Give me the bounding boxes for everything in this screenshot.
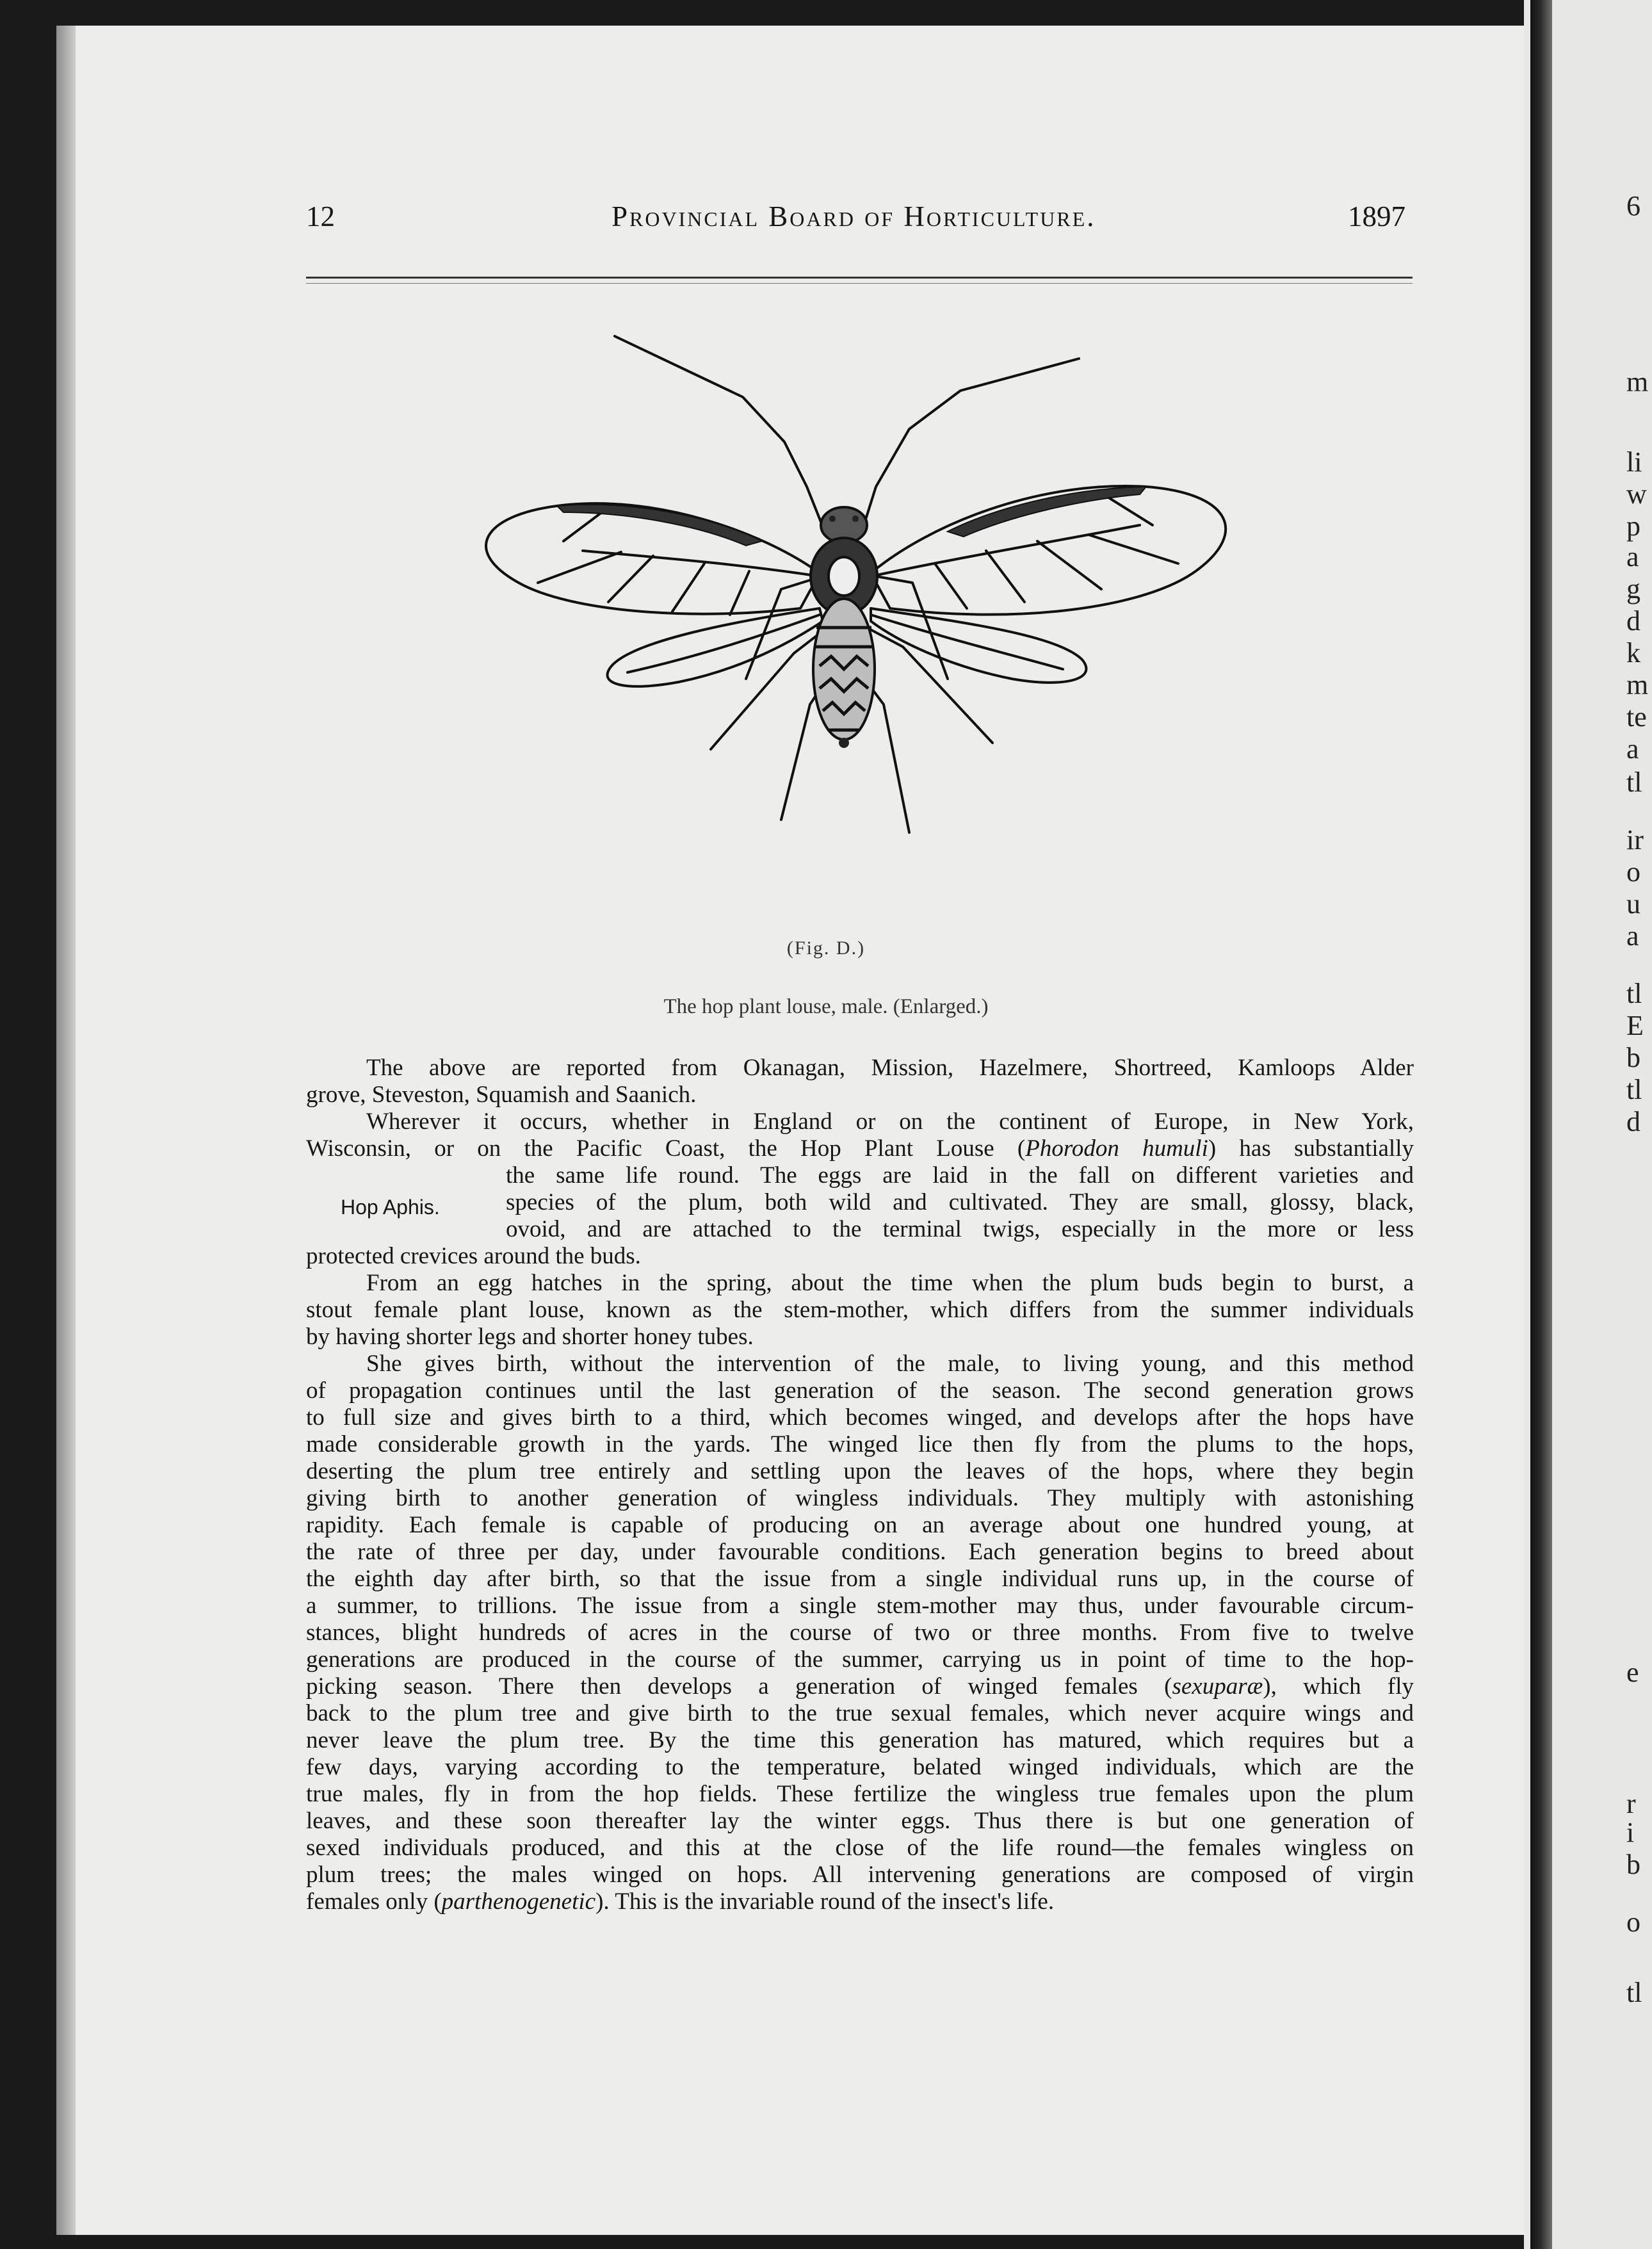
facing-page-letter: b (1626, 1849, 1640, 1880)
facing-page-letter: e (1626, 1657, 1639, 1688)
body-line: deserting the plum tree entirely and settling upon the leaves of the hops, where they begin (306, 1458, 1414, 1484)
facing-page-letter: r (1626, 1788, 1636, 1819)
facing-page-letter: o (1626, 856, 1640, 888)
body-line: the eighth day after birth, so that the issue from a single individual runs up, in the course of (306, 1566, 1414, 1592)
body-line: leaves, and these soon thereafter lay the winter eggs. Thus there is but one generation of (306, 1808, 1414, 1834)
running-title: Provincial Board of Horticulture. (611, 200, 1096, 232)
body-line: giving birth to another generation of wingless individuals. They multiply with astonishing (306, 1485, 1414, 1511)
page-gutter-shadow (1530, 0, 1552, 2249)
body-line: the rate of three per day, under favourable conditions. Each generation begins to breed about (306, 1539, 1414, 1565)
figure-label: (Fig. D.) (786, 938, 866, 959)
facing-page-letter: k (1626, 637, 1640, 669)
body-line: grove, Steveston, Squamish and Saanich. (306, 1082, 697, 1108)
side-note-hop-aphis: Hop Aphis. (341, 1196, 440, 1219)
body-line: generations are produced in the course of the summer, carrying us in point of time to the hop- (306, 1646, 1414, 1673)
left-antenna (615, 336, 825, 532)
facing-page-letter: i (1626, 1817, 1635, 1848)
body-line: the same life round. The eggs are laid in the fall on different varieties and (506, 1162, 1414, 1189)
facing-page-letter: li (1626, 446, 1642, 478)
facing-page-letter: g (1626, 573, 1640, 605)
body-line: true males, fly in from the hop fields. These fertilize the wingless true females upon the plum (306, 1781, 1414, 1807)
body-line: sexed individuals produced, and this at the close of the life round—the females wingless on (306, 1835, 1414, 1861)
facing-page-letter: m (1626, 669, 1649, 701)
facing-page-letter: o (1626, 1906, 1640, 1938)
facing-page-letter: d (1626, 1106, 1640, 1137)
body-line: Wisconsin, or on the Pacific Coast, the Hop Plant Louse (Phorodon humuli) has substantially (306, 1135, 1414, 1162)
body-line: stances, blight hundreds of acres in the course of two or three months. From five to twelve (306, 1620, 1414, 1646)
body-line: From an egg hatches in the spring, about the time when the plum buds begin to burst, a (366, 1270, 1414, 1296)
facing-page-letter: tl (1626, 1074, 1642, 1105)
facing-page-letter: d (1626, 605, 1640, 637)
body-line: stout female plant louse, known as the stem-mother, which differs from the summer individuals (306, 1297, 1414, 1323)
body-line: never leave the plum tree. By the time this generation has matured, which requires but a (306, 1727, 1414, 1753)
body-line: plum trees; the males winged on hops. All intervening generations are composed of virgin (306, 1862, 1414, 1888)
body-line: She gives birth, without the intervention of the male, to living young, and this method (366, 1351, 1414, 1377)
body-line: The above are reported from Okanagan, Mission, Hazelmere, Shortreed, Kamloops Alder (366, 1055, 1414, 1081)
left-hindwing (608, 608, 823, 686)
body-line: few days, varying according to the temperature, belated winged individuals, which are the (306, 1754, 1414, 1780)
facing-page-letter: 6 (1626, 190, 1640, 222)
body-line: rapidity. Each female is capable of producing on an average about one hundred young, at (306, 1512, 1414, 1538)
body-line: protected crevices around the buds. (306, 1243, 641, 1269)
facing-page-letter: a (1626, 920, 1639, 952)
body-line: back to the plum tree and give birth to the true sexual females, which never acquire wings and (306, 1700, 1414, 1726)
body-line: species of the plum, both wild and cultivated. They are small, glossy, black, (506, 1189, 1414, 1215)
body-line: to full size and gives birth to a third, which becomes winged, and develops after the hops have (306, 1404, 1414, 1431)
facing-page-letter: b (1626, 1042, 1640, 1073)
facing-page-letter: tl (1626, 978, 1642, 1009)
body-line: Wherever it occurs, whether in England or on the continent of Europe, in New York, (366, 1108, 1414, 1135)
body-line: picking season. There then develops a generation of winged females (sexuparæ), which fly (306, 1673, 1414, 1700)
body-line: by having shorter legs and shorter honey tubes. (306, 1324, 754, 1350)
facing-page-letter: u (1626, 888, 1640, 920)
facing-page-letter: p (1626, 510, 1640, 542)
hop-aphid-illustration (461, 320, 1268, 922)
body-line: females only (parthenogenetic). This is the invariable round of the insect's life. (306, 1888, 1055, 1915)
header-rule-thin (306, 283, 1413, 284)
facing-page-letter: tl (1626, 1977, 1642, 2008)
page-number: 12 (306, 200, 335, 232)
header-rule (306, 277, 1413, 279)
facing-page-letter: a (1626, 733, 1639, 765)
body-line: a summer, to trillions. The issue from a single stem-mother may thus, under favourable circum- (306, 1593, 1414, 1619)
body-line: made considerable growth in the yards. The winged lice then fly from the plums to the hops, (306, 1431, 1414, 1457)
header-year: 1897 (1348, 200, 1405, 232)
facing-page-letter: m (1626, 366, 1649, 398)
facing-page-letter: a (1626, 541, 1639, 572)
facing-page-letter: tl (1626, 767, 1642, 798)
facing-page-letter: w (1626, 478, 1647, 510)
figure-caption: The hop plant louse, male. (Enlarged.) (663, 995, 989, 1018)
body-line: ovoid, and are attached to the terminal twigs, especially in the more or less (506, 1216, 1414, 1242)
facing-page-letter: ir (1626, 824, 1644, 856)
facing-page-letter: E (1626, 1010, 1644, 1041)
facing-page-letter: te (1626, 701, 1647, 733)
body-line: of propagation continues until the last generation of the season. The second generation grows (306, 1377, 1414, 1404)
